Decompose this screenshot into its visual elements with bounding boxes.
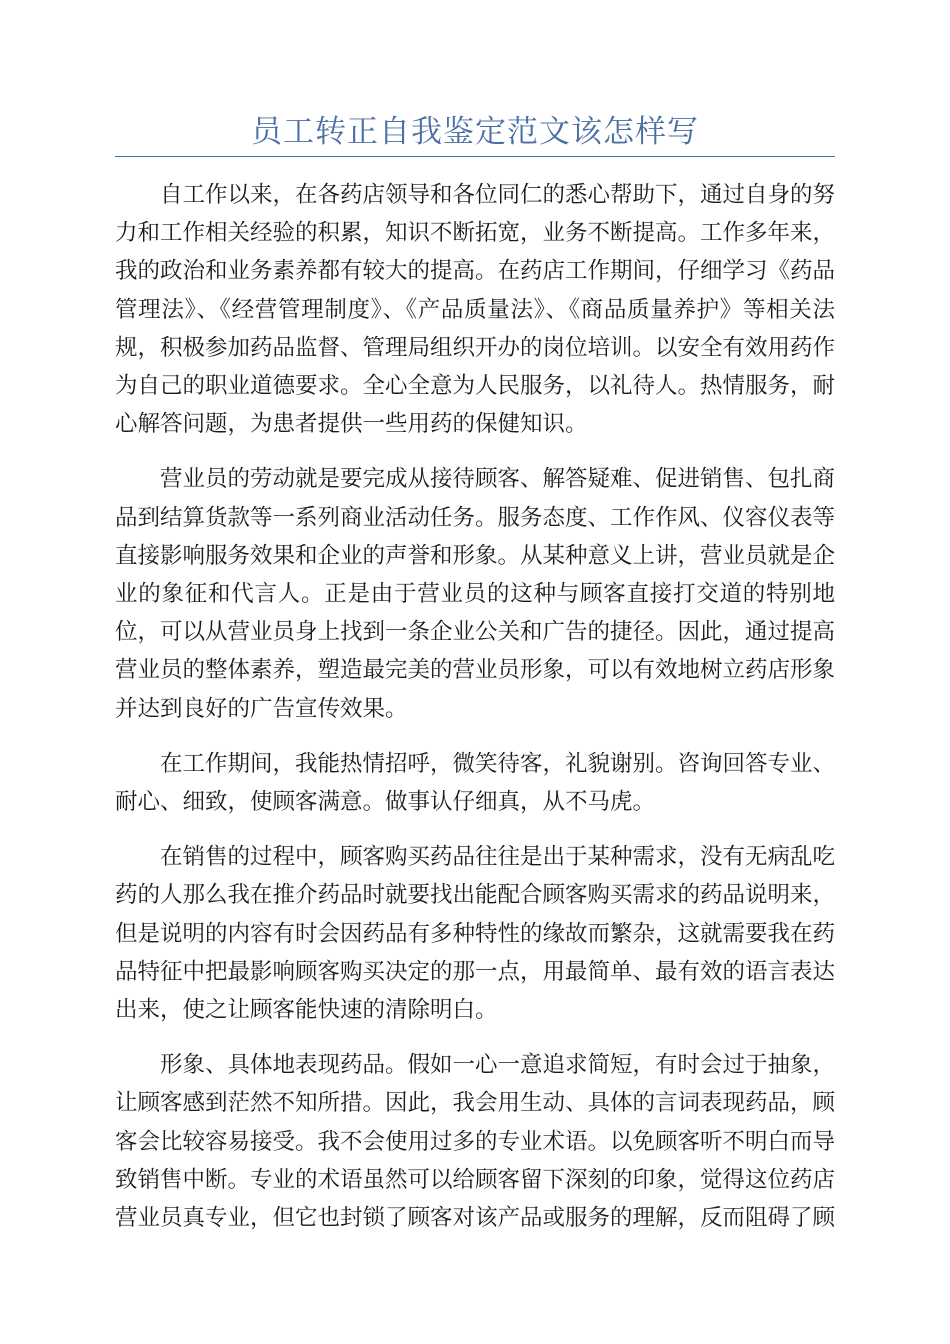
document-body	[115, 176, 835, 1254]
paragraph-2: 营业员的劳动就是要完成从接待顾客、解答疑难、促进销售、包扎商品到结算货款等一系列商业活动任务。服务态度、工作作风、仪容仪表等直接影响服务效果和企业的声誉和形象。从某种意义上讲，营业员就是企业的象征和代言人。正是由于营业员的这种与顾客直接打交道的特别地位，可以从营业员身上找到一条企业公关和广告的捷径。因此，通过提高营业员的整体素养，塑造最完美的营业员形象，可以有效地树立药店形象并达到良好的广告宣传效果。	[115, 466, 836, 722]
title-block	[115, 108, 835, 157]
paragraph-4: 在销售的过程中，顾客购买药品往往是出于某种需求，没有无病乱吃药的人那么我在推介药品时就要找出能配合顾客购买需求的药品说明来，但是说明的内容有时会因药品有多种特性的缘故而繁杂，这就需要我在药品特征中把最影响顾客购买决定的那一点，用最简单、最有效的语言表达出来，使之让顾客能快速的清除明白。	[115, 844, 836, 1024]
paragraph-3: 在工作期间，我能热情招呼，微笑待客，礼貌谢别。咨询回答专业、耐心、细致，使顾客满意。做事认仔细真，从不马虎。	[115, 750, 836, 816]
page-title: 员工转正自我鉴定范文该怎样写	[251, 114, 699, 150]
paragraph-1: 自工作以来，在各药店领导和各位同仁的悉心帮助下，通过自身的努力和工作相关经验的积累，知识不断拓宽，业务不断提高。工作多年来，我的政治和业务素养都有较大的提高。在药店工作期间，仔细学习《药品管理法》、《经营管理制度》、《产品质量法》、《商品质量养护》等相关法规，积极参加药品监督、管理局组织开办的岗位培训。以安全有效用药作为自己的职业道德要求。全心全意为人民服务，以礼待人。热情服务，耐心解答问题，为患者提供一些用药的保健知识。	[115, 182, 836, 438]
paragraph-5: 形象、具体地表现药品。假如一心一意追求简短，有时会过于抽象，让顾客感到茫然不知所措。因此，我会用生动、具体的言词表现药品，顾客会比较容易接受。我不会使用过多的专业术语。以免顾客听不明白而导致销售中断。专业的术语虽然可以给顾客留下深刻的印象，觉得这位药店营业员真专业，但它也封锁了顾客对该产品或服务的理解，反而阻碍了顾	[115, 1052, 836, 1232]
